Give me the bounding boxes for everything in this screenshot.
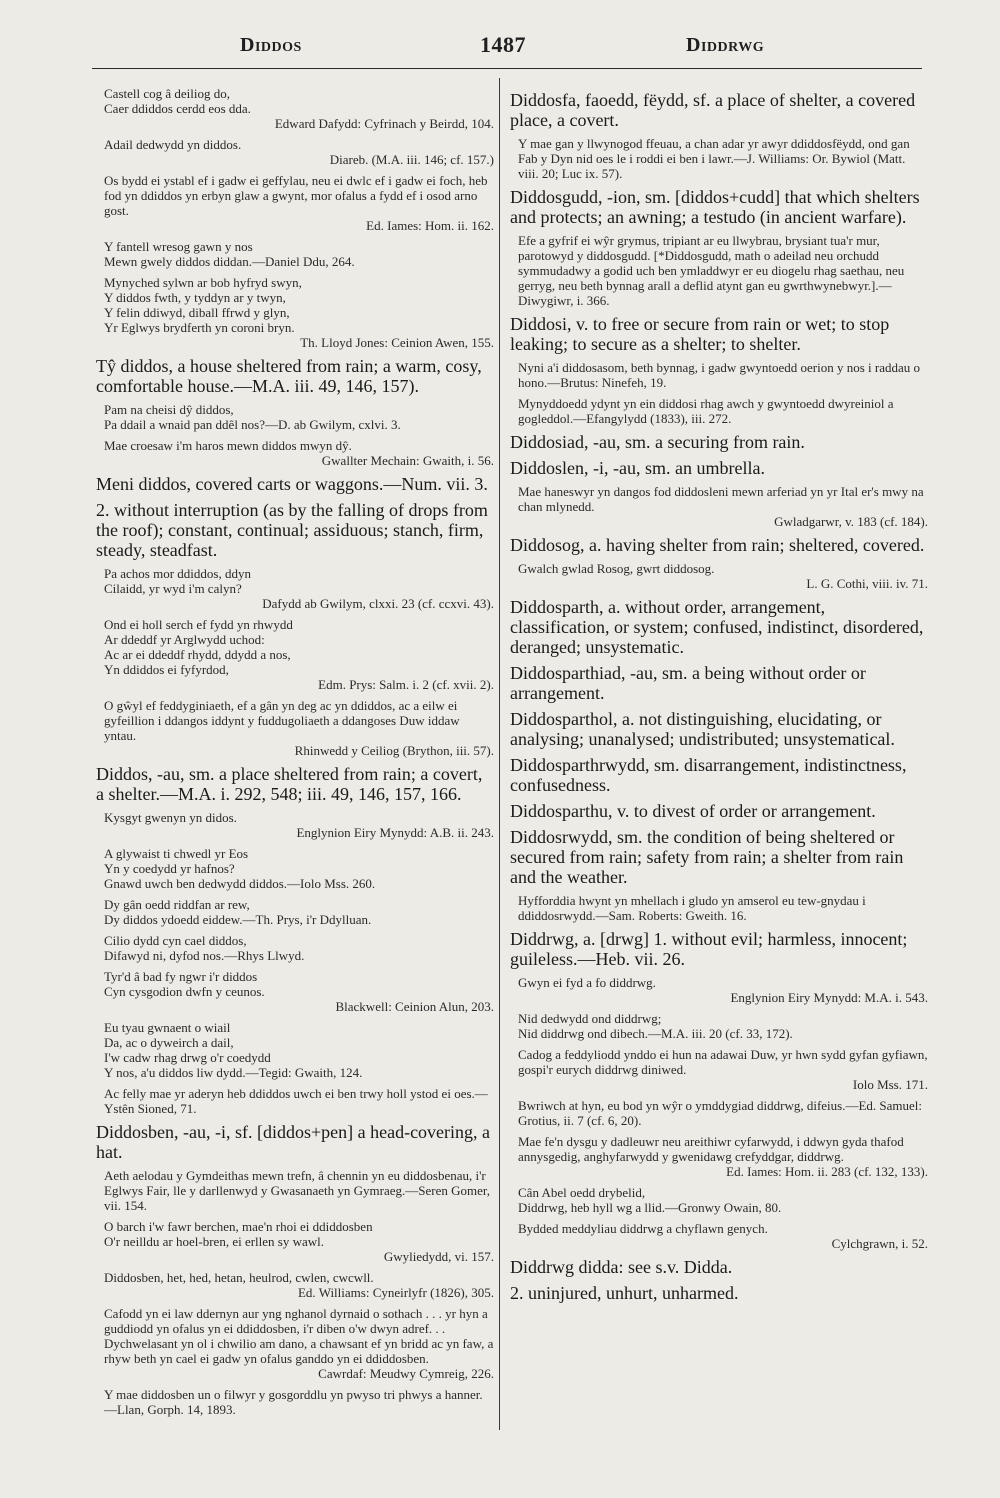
- quotation: [104, 137, 494, 167]
- quotation-line: Y fantell wresog gawn y nos: [104, 239, 253, 254]
- quotation-line: Y diddos fwth, y tyddyn ar y twyn,: [104, 290, 286, 305]
- quotation: [518, 1098, 928, 1128]
- quotation-line: Eu tyau gwnaent o wiail: [104, 1020, 231, 1035]
- quotation-citation: L. G. Cothi, viii. iv. 71.: [806, 576, 928, 591]
- right-column: [510, 86, 931, 1309]
- quotation-line: Bwriwch at hyn, eu bod yn wŷr o ymddygiad diddrwg, difeius.—Ed. Samuel: Grotius, ii. 7 (cf. 6, 20).: [518, 1098, 926, 1128]
- quotation-line: Cân Abel oedd drybelid,: [518, 1185, 646, 1200]
- quotation: [518, 233, 928, 308]
- quotation: [104, 617, 494, 692]
- quotation-line: Da, ac o dyweirch a dail,: [104, 1035, 234, 1050]
- quotation-line: Cilaidd, yr wyd i'm calyn?: [104, 581, 242, 596]
- quotation-line: Bydded meddyliau diddrwg a chyflawn genych.: [518, 1221, 768, 1236]
- quotation-citation: Ed. Iames: Hom. ii. 283 (cf. 132, 133).: [726, 1164, 928, 1179]
- quotation-line: I'w cadw rhag drwg o'r coedydd: [104, 1050, 271, 1065]
- dictionary-entry: Diddoslen, -i, -au, sm. an umbrella.: [510, 458, 765, 478]
- quotation: [518, 561, 928, 591]
- dictionary-entry: Diddosgudd, -ion, sm. [diddos+cudd] that which shelters and protects; an awning; a testudo (in ancient warfare).: [510, 187, 920, 227]
- dictionary-entry: Tŷ diddos, a house sheltered from rain; a warm, cosy, comfortable house.—M.A. iii. 49, 146, 157).: [96, 356, 482, 396]
- quotation-citation: Englynion Eiry Mynydd: A.B. ii. 243.: [296, 825, 494, 840]
- quotation: [104, 810, 494, 840]
- quotation-citation: Cawrdaf: Meudwy Cymreig, 226.: [318, 1366, 494, 1381]
- dictionary-entry: Diddosparth, a. without order, arrangement, classification, or system; confused, indistinct, disordered, deranged; unsystematic.: [510, 597, 924, 657]
- quotation: [518, 1047, 931, 1092]
- quotation: [518, 1134, 928, 1179]
- quotation-line: O barch i'w fawr berchen, mae'n rhoi ei ddiddosben: [104, 1219, 373, 1234]
- quotation: [104, 897, 494, 927]
- dictionary-entry: Diddosparthol, a. not distinguishing, elucidating, or analysing; unanalysed; undistributed; unsystematical.: [510, 709, 895, 749]
- quotation-citation: Ed. Williams: Cyneirlyfr (1826), 305.: [297, 1285, 494, 1300]
- quotation: [104, 846, 494, 891]
- quotation-citation: Ed. Iames: Hom. ii. 162.: [366, 218, 494, 233]
- dictionary-entry: Diddosrwydd, sm. the condition of being sheltered or secured from rain; safety from rain; a shelter from rain and the weather.: [510, 827, 904, 887]
- quotation-line: Pa achos mor ddiddos, ddyn: [104, 566, 251, 581]
- dictionary-entry: Diddosfa, faoedd, fëydd, sf. a place of shelter, a covered place, a covert.: [510, 90, 916, 130]
- quotation-line: Difawyd ni, dyfod nos.—Rhys Llwyd.: [104, 948, 305, 963]
- quotation: [518, 484, 928, 529]
- quotation-line: Aeth aelodau y Gymdeithas mewn trefn, â chennin yn eu diddosbenau, i'r Eglwys Fair, lle y darllenwyd y Gwasanaeth yn Gymraeg.—Seren Gomer, vii. 154.: [104, 1168, 494, 1213]
- quotation: [518, 893, 928, 923]
- quotation-line: Gwalch gwlad Rosog, gwrt diddosog.: [518, 561, 715, 576]
- quotation: [104, 698, 494, 758]
- quotation: [104, 1020, 494, 1080]
- dictionary-entry: Diddrwg didda: see s.v. Didda.: [510, 1257, 733, 1277]
- quotation: [518, 1221, 928, 1251]
- quotation-line: Gnawd uwch ben dedwydd diddos.—Iolo Mss. 260.: [104, 876, 376, 891]
- quotation-line: O gŵyl ef feddyginiaeth, ef a gân yn deg ac yn ddiddos, ac a eilw ei gyfeillion i ddangos iddynt y fuddugoliaeth a ddangoses Duw iddaw yntau.: [104, 698, 463, 743]
- quotation-line: Mae croesaw i'm haros mewn diddos mwyn dŷ.: [104, 438, 352, 453]
- quotation: [104, 1387, 494, 1417]
- dictionary-entry: 2. without interruption (as by the falling of drops from the roof); constant, continual; assiduous; stanch, firm, steady, steadfast.: [96, 500, 488, 560]
- quotation-line: Tyr'd â bad fy ngwr i'r diddos: [104, 969, 258, 984]
- column-divider: [499, 78, 500, 1430]
- quotation-line: Efe a gyfrif ei wŷr grymus, tripiant ar eu llwybrau, brysiant tua'r mur, parotowyd y diddosgudd. [*Diddosgudd, math o adeilad neu orchudd symmudadwy a godid uch ben ymladdwyr er eu diogelu rhag saethau, neu gerryg, neu beth bynnag arall a deflid atynt gan eu gwrthwynebwyr.].—Diwygiwr, i. 366.: [518, 233, 908, 308]
- quotation-line: Yn ddiddos ei fyfyrdod,: [104, 662, 229, 677]
- header-left-guide-word: Diddos: [240, 34, 302, 56]
- quotation: [104, 438, 494, 468]
- quotation-citation: Gwladgarwr, v. 183 (cf. 184).: [774, 514, 928, 529]
- quotation: [104, 86, 494, 131]
- quotation-line: Hyfforddia hwynt yn mhellach i gludo yn amserol eu tew-gnydau i ddiddosrwydd.—Sam. Roberts: Gweith. 16.: [518, 893, 870, 923]
- quotation: [518, 360, 928, 390]
- quotation-line: Mynyched sylwn ar bob hyfryd swyn,: [104, 275, 302, 290]
- quotation-line: O'r neilldu ar hoel-bren, ei erllen sy wawl.: [104, 1234, 325, 1249]
- quotation-citation: Diareb. (M.A. iii. 146; cf. 157.): [329, 152, 494, 167]
- header-right-guide-word: Diddrwg: [686, 34, 765, 56]
- quotation-line: Mae fe'n dysgu y dadleuwr neu areithiwr cyfarwydd, i ddwyn gyda thafod annysgedig, anghyfarwydd y gwenidawg crefyddgar, diddrwg.: [518, 1134, 907, 1164]
- quotation-line: Castell cog â deiliog do,: [104, 86, 231, 101]
- quotation-line: Y mae gan y llwynogod ffeuau, a chan adar yr awyr ddiddosfëydd, ond gan Fab y Dyn nid oes le i roddi ei ben i lawr.—J. Williams: Or. Bywiol (Matt. viii. 20; Luc ix. 57).: [518, 136, 913, 181]
- quotation: [518, 136, 928, 181]
- quotation-line: A glywaist ti chwedl yr Eos: [104, 846, 249, 861]
- quotation-citation: Th. Lloyd Jones: Ceinion Awen, 155.: [300, 335, 494, 350]
- dictionary-entry: Meni diddos, covered carts or waggons.—Num. vii. 3.: [96, 474, 488, 494]
- quotation-line: Nid diddrwg ond dibech.—M.A. iii. 20 (cf. 33, 172).: [518, 1026, 793, 1041]
- quotation: [104, 969, 494, 1014]
- quotation-line: Mynyddoedd ydynt yn ein diddosi rhag awch y gwyntoedd dwyreiniol a gogleddol.—Efangylydd (1833), iii. 272.: [518, 396, 897, 426]
- quotation-line: Ac felly mae yr aderyn heb ddiddos uwch ei ben trwy holl ystod ei oes.—Ystên Sioned, 71.: [104, 1086, 488, 1116]
- quotation: [104, 1219, 494, 1264]
- quotation-line: Gwyn ei fyd a fo diddrwg.: [518, 975, 656, 990]
- quotation: [104, 1270, 494, 1300]
- dictionary-entry: Diddosog, a. having shelter from rain; sheltered, covered.: [510, 535, 925, 555]
- quotation-line: Y nos, a'u diddos liw dydd.—Tegid: Gwaith, 124.: [104, 1065, 363, 1080]
- quotation: [104, 566, 494, 611]
- header-rule: [92, 68, 922, 69]
- quotation-line: Ond ei holl serch ef fydd yn rhwydd: [104, 617, 293, 632]
- dictionary-entry: Diddosi, v. to free or secure from rain or wet; to stop leaking; to secure as a shelter; to shelter.: [510, 314, 890, 354]
- quotation-line: Yn y coedydd yr hafnos?: [104, 861, 235, 876]
- quotation-line: Nid dedwydd ond diddrwg;: [518, 1011, 662, 1026]
- quotation-citation: Blackwell: Ceinion Alun, 203.: [335, 999, 494, 1014]
- quotation-line: Cyn cysgodion dwfn y ceunos.: [104, 984, 265, 999]
- dictionary-entry: 2. uninjured, unhurt, unharmed.: [510, 1283, 739, 1303]
- quotation-citation: Gwallter Mechain: Gwaith, i. 56.: [321, 453, 494, 468]
- quotation-line: Caer ddiddos cerdd eos dda.: [104, 101, 251, 116]
- quotation-citation: Englynion Eiry Mynydd: M.A. i. 543.: [730, 990, 928, 1005]
- quotation: [518, 975, 928, 1005]
- quotation-line: Pam na cheisi dŷ diddos,: [104, 402, 234, 417]
- quotation-citation: Iolo Mss. 171.: [852, 1077, 928, 1092]
- quotation-line: Cadog a feddyliodd ynddo ei hun na adawai Duw, yr hwn sydd gyfan gyfiawn, gospi'r eurych diddrwg diniwed.: [518, 1047, 931, 1077]
- quotation-citation: Rhinwedd y Ceiliog (Brython, iii. 57).: [294, 743, 494, 758]
- quotation-line: Y mae diddosben un o filwyr y gosgorddlu yn pwyso tri phwys a hanner.—Llan, Gorph. 14, 1893.: [104, 1387, 483, 1417]
- quotation: [518, 1011, 928, 1041]
- quotation-line: Cafodd yn ei law ddernyn aur yng nghanol dyrnaid o sothach . . . yr hyn a guddiodd yn ofalus yn ei ddiddosben, i'r diben o'w dwyn adref. . . Dychwelasant yn ol i chwilio am dano, a chawsant ef yn bridd ac yn faw, a rhyw beth yn cael ei gadw yn ofalus ganddo yn ei ddiddosben.: [104, 1306, 497, 1366]
- quotation-line: Diddosben, het, hed, hetan, heulrod, cwlen, cwcwll.: [104, 1270, 374, 1285]
- dictionary-entry: Diddos, -au, sm. a place sheltered from rain; a covert, a shelter.—M.A. i. 292, 548; iii. 49, 146, 157, 166.: [96, 764, 483, 804]
- quotation-line: Mewn gwely diddos diddan.—Daniel Ddu, 264.: [104, 254, 355, 269]
- dictionary-entry: Diddosparthu, v. to divest of order or arrangement.: [510, 801, 876, 821]
- quotation-line: Os bydd ei ystabl ef i gadw ei geffylau, neu ei dwlc ef i gadw ei foch, heb fod yn ddiddos yn erbyn glaw a gwynt, mor ofalus a fydd ef i osod arno gost.: [104, 173, 491, 218]
- quotation: [518, 1185, 928, 1215]
- quotation-line: Ac ar ei ddeddf rhydd, ddydd a nos,: [104, 647, 291, 662]
- quotation-line: Kysgyt gwenyn yn didos.: [104, 810, 237, 825]
- quotation-line: Diddrwg, heb hyll wg a llid.—Gronwy Owain, 80.: [518, 1200, 782, 1215]
- quotation-line: Dy gân oedd riddfan ar rew,: [104, 897, 250, 912]
- dictionary-entry: Diddosiad, -au, sm. a securing from rain.: [510, 432, 805, 452]
- quotation: [104, 1086, 494, 1116]
- quotation-line: Nyni a'i diddosasom, beth bynnag, i gadw gwyntoedd oerion y nos i raddau o hono.—Brutus: Ninefeh, 19.: [518, 360, 924, 390]
- page-header: [60, 28, 940, 68]
- quotation-line: Y felin ddiwyd, diball ffrwd y glyn,: [104, 305, 290, 320]
- quotation: [104, 173, 494, 233]
- quotation: [518, 396, 928, 426]
- left-column: [96, 86, 497, 1423]
- dictionary-entry: Diddrwg, a. [drwg] 1. without evil; harmless, innocent; guileless.—Heb. vii. 26.: [510, 929, 908, 969]
- quotation-line: Yr Eglwys brydferth yn coroni bryn.: [104, 320, 295, 335]
- quotation-citation: Edm. Prys: Salm. i. 2 (cf. xvii. 2).: [318, 677, 494, 692]
- quotation-citation: Dafydd ab Gwilym, clxxi. 23 (cf. ccxvi. 43).: [262, 596, 494, 611]
- quotation-line: Pa ddail a wnaid pan ddêl nos?—D. ab Gwilym, cxlvi. 3.: [104, 417, 401, 432]
- quotation: [104, 933, 494, 963]
- quotation-line: Cilio dydd cyn cael diddos,: [104, 933, 247, 948]
- quotation: [104, 1168, 494, 1213]
- dictionary-entry: Diddosparthrwydd, sm. disarrangement, indistinctness, confusedness.: [510, 755, 907, 795]
- dictionary-entry: Diddosparthiad, -au, sm. a being without order or arrangement.: [510, 663, 866, 703]
- quotation-line: Ar ddeddf yr Arglwydd uchod:: [104, 632, 265, 647]
- quotation: [104, 402, 494, 432]
- quotation: [104, 275, 494, 350]
- quotation-line: Dy diddos ydoedd eiddew.—Th. Prys, i'r Ddylluan.: [104, 912, 372, 927]
- quotation-line: Mae haneswyr yn dangos fod diddosleni mewn arferiad yn yr Ital er's mwy na chan mlynedd.: [518, 484, 927, 514]
- quotation: [104, 1306, 497, 1381]
- quotation: [104, 239, 494, 269]
- dictionary-entry: Diddosben, -au, -i, sf. [diddos+pen] a head-covering, a hat.: [96, 1122, 491, 1162]
- quotation-citation: Edward Dafydd: Cyfrinach y Beirdd, 104.: [274, 116, 494, 131]
- quotation-citation: Cylchgrawn, i. 52.: [831, 1236, 928, 1251]
- page-number: 1487: [480, 32, 526, 57]
- quotation-line: Adail dedwydd yn diddos.: [104, 137, 242, 152]
- quotation-citation: Gwyliedydd, vi. 157.: [383, 1249, 494, 1264]
